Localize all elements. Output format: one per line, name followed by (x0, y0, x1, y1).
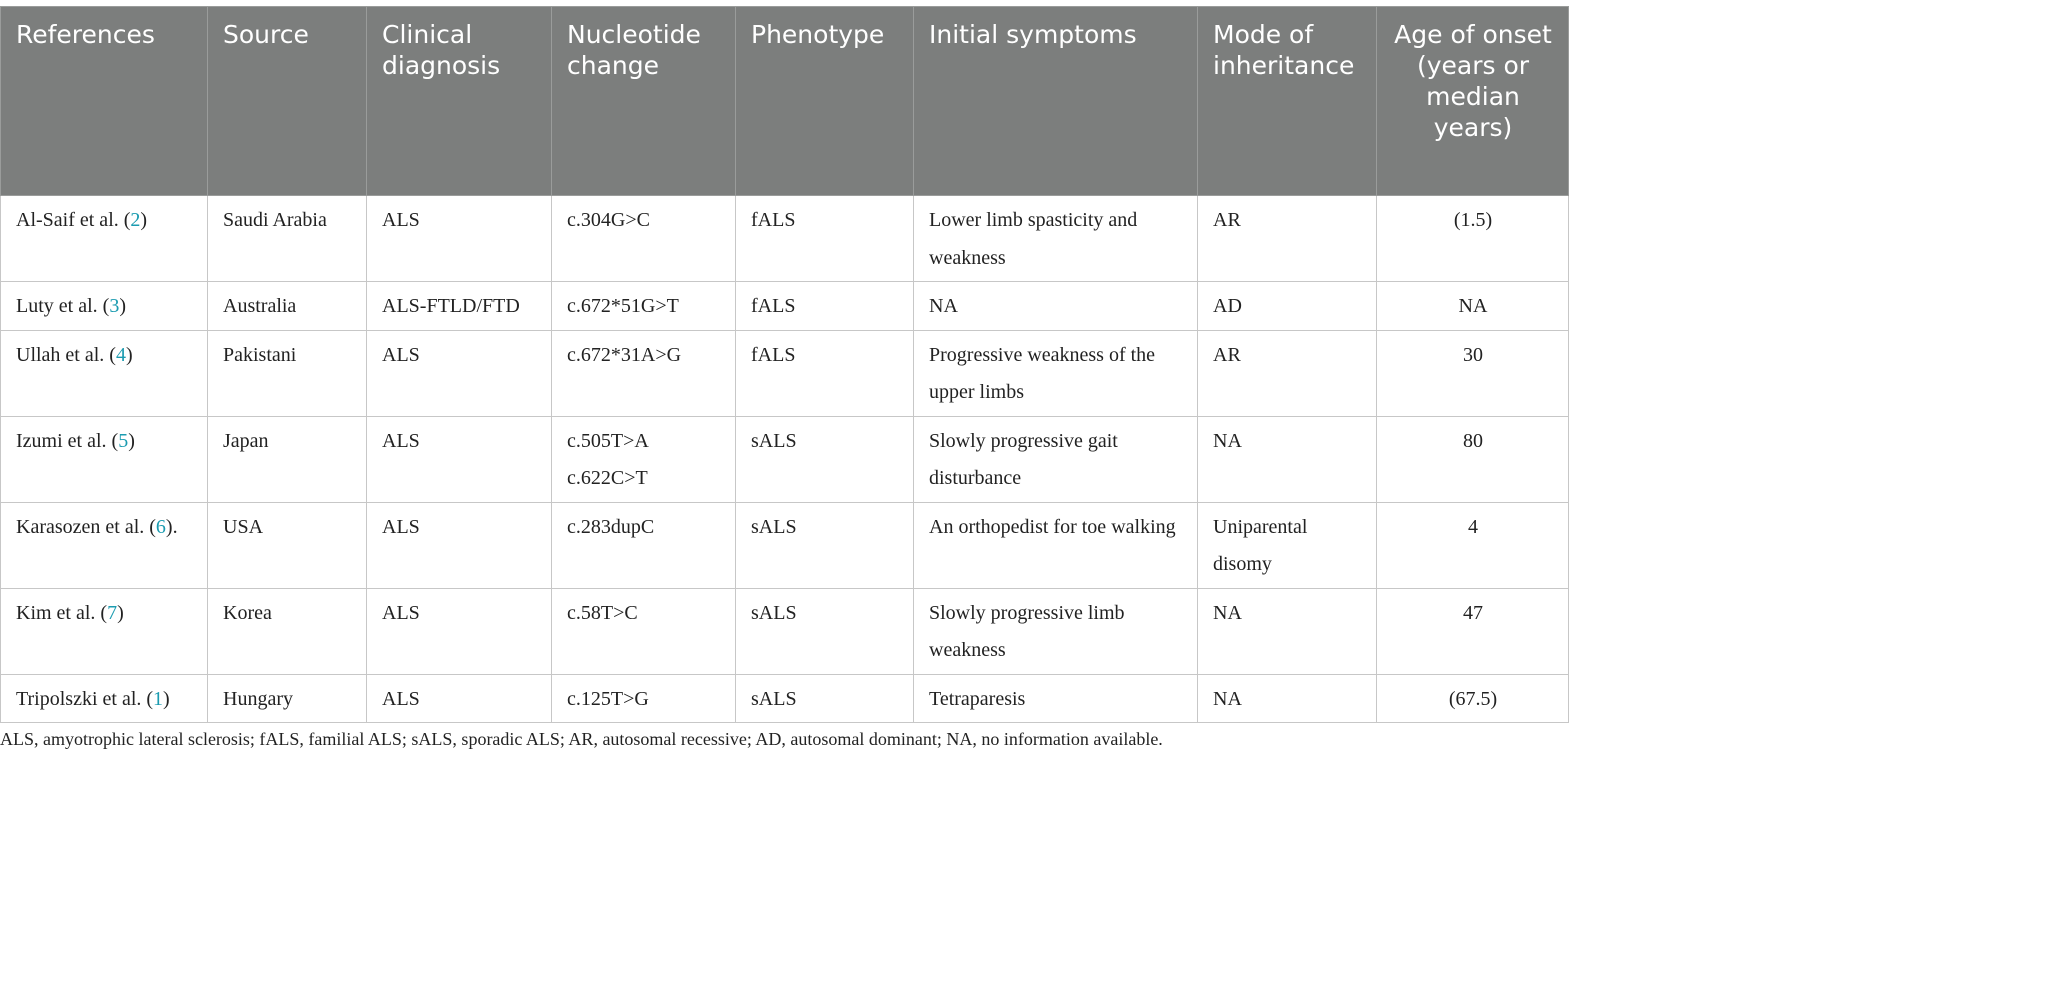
onset-cell: 47 (1377, 588, 1569, 674)
inheritance-cell: AR (1198, 196, 1377, 282)
symptoms-cell: Lower limb spasticity and weakness (914, 196, 1198, 282)
variants-table (0, 6, 1569, 723)
nucleotide-cell: c.58T>C (552, 588, 736, 674)
phenotype-cell: sALS (736, 502, 914, 588)
diagnosis-cell: ALS (367, 196, 552, 282)
reference-author: Al-Saif et al. ( (16, 209, 131, 231)
reference-author: Ullah et al. ( (16, 343, 116, 366)
diagnosis-cell: ALS (367, 330, 552, 416)
reference-tail: ) (119, 295, 126, 317)
phenotype-cell: fALS (736, 282, 914, 331)
inheritance-cell: AR (1198, 330, 1377, 416)
table-row (1, 330, 1569, 416)
reference-author: Izumi et al. ( (16, 429, 119, 452)
phenotype-cell: sALS (736, 674, 914, 723)
diagnosis-cell: ALS (367, 674, 552, 723)
source-cell: Korea (208, 588, 367, 674)
inheritance-cell: AD (1198, 282, 1377, 331)
header-age-of-onset: Age of onset (years or median years) (1377, 7, 1569, 196)
table-header-row (1, 7, 1569, 196)
reference-tail: ) (140, 209, 148, 231)
reference-cell (1, 416, 208, 502)
header-mode-of-inheritance: Mode of inheritance (1198, 7, 1377, 196)
diagnosis-cell: ALS (367, 416, 552, 502)
diagnosis-cell: ALS (367, 588, 552, 674)
table-row (1, 416, 1569, 502)
source-cell: Saudi Arabia (208, 196, 367, 282)
reference-cell (1, 674, 208, 723)
reference-tail: ) (125, 343, 133, 366)
reference-tail: ) (117, 601, 124, 624)
source-cell: Japan (208, 416, 367, 502)
reference-author: Tripolszki et al. ( (16, 687, 154, 710)
citation-link[interactable]: 2 (130, 209, 141, 231)
phenotype-cell: sALS (736, 588, 914, 674)
header-nucleotide-change: Nucleotide change (552, 7, 736, 196)
nucleotide-line: c.505T>A (567, 429, 649, 452)
inheritance-cell: NA (1198, 674, 1377, 723)
onset-cell: 30 (1377, 330, 1569, 416)
citation-link[interactable]: 6 (155, 515, 166, 538)
reference-author: Karasozen et al. ( (16, 515, 156, 538)
header-references: References (1, 7, 208, 196)
reference-tail: ) (163, 687, 170, 710)
table-row (1, 674, 1569, 723)
citation-link[interactable]: 3 (109, 295, 120, 317)
reference-author: Kim et al. ( (16, 601, 108, 624)
symptoms-cell: An orthopedist for toe walking (914, 502, 1198, 588)
nucleotide-cell (552, 416, 736, 502)
citation-link[interactable]: 4 (115, 343, 126, 366)
diagnosis-cell: ALS-FTLD/FTD (367, 282, 552, 331)
reference-tail: ) (128, 429, 135, 452)
diagnosis-cell: ALS (367, 502, 552, 588)
citation-link[interactable]: 7 (107, 601, 118, 624)
header-initial-symptoms: Initial symptoms (914, 7, 1198, 196)
inheritance-cell: NA (1198, 588, 1377, 674)
table-row (1, 588, 1569, 674)
nucleotide-cell: c.125T>G (552, 674, 736, 723)
reference-cell (1, 588, 208, 674)
phenotype-cell: fALS (736, 196, 914, 282)
header-clinical-diagnosis: Clinical diagnosis (367, 7, 552, 196)
onset-cell: NA (1377, 282, 1569, 331)
onset-cell: (1.5) (1377, 196, 1569, 282)
onset-cell: 4 (1377, 502, 1569, 588)
phenotype-cell: fALS (736, 330, 914, 416)
nucleotide-line: c.622C>T (567, 467, 648, 489)
symptoms-cell: Slowly progressive limb weakness (914, 588, 1198, 674)
table-row (1, 502, 1569, 588)
reference-cell (1, 502, 208, 588)
table-footnote: ALS, amyotrophic lateral sclerosis; fALS, familial ALS; sALS, sporadic ALS; AR, autosomal recessive; AD, autosomal dominant; NA, no information available. (0, 729, 1163, 749)
citation-link[interactable]: 5 (118, 429, 129, 452)
inheritance-cell: NA (1198, 416, 1377, 502)
symptoms-cell: Progressive weakness of the upper limbs (914, 330, 1198, 416)
citation-link[interactable]: 1 (153, 687, 164, 710)
source-cell: USA (208, 502, 367, 588)
symptoms-cell: Tetraparesis (914, 674, 1198, 723)
nucleotide-cell: c.304G>C (552, 196, 736, 282)
source-cell: Pakistani (208, 330, 367, 416)
symptoms-cell: Slowly progressive gait disturbance (914, 416, 1198, 502)
reference-cell (1, 330, 208, 416)
reference-author: Luty et al. ( (16, 295, 110, 317)
source-cell: Australia (208, 282, 367, 331)
nucleotide-cell: c.283dupC (552, 502, 736, 588)
inheritance-cell: Uniparental disomy (1198, 502, 1377, 588)
nucleotide-cell: c.672*31A>G (552, 330, 736, 416)
table-row (1, 282, 1569, 331)
nucleotide-cell: c.672*51G>T (552, 282, 736, 331)
symptoms-cell: NA (914, 282, 1198, 331)
header-phenotype: Phenotype (736, 7, 914, 196)
reference-tail: ). (165, 515, 178, 538)
table-row (1, 196, 1569, 282)
onset-cell: (67.5) (1377, 674, 1569, 723)
onset-cell: 80 (1377, 416, 1569, 502)
source-cell: Hungary (208, 674, 367, 723)
reference-cell (1, 282, 208, 331)
header-source: Source (208, 7, 367, 196)
reference-cell (1, 196, 208, 282)
phenotype-cell: sALS (736, 416, 914, 502)
